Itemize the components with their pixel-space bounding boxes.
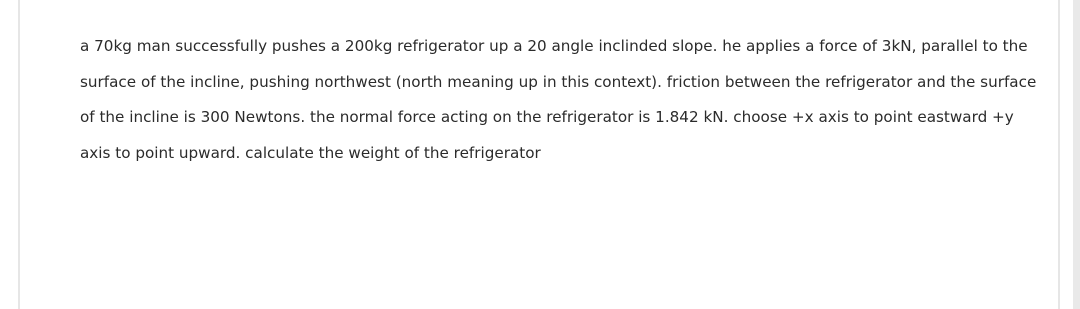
question-card xyxy=(18,0,1060,309)
question-text: a 70kg man successfully pushes a 200kg refrigerator up a 20 angle inclinded slope. he applies a force of 3kN, parallel to the surface of the incline, pushing northwest (north meaning up in this context). friction between the refrigerator and the surface of the incline is 300 Newtons. the normal force acting on the refrigerator is 1.842 kN. choose +x axis to point eastward +y axis to point upward. calculate the weight of the refrigerator xyxy=(80,37,1037,163)
scrollbar-track[interactable] xyxy=(1073,0,1080,309)
